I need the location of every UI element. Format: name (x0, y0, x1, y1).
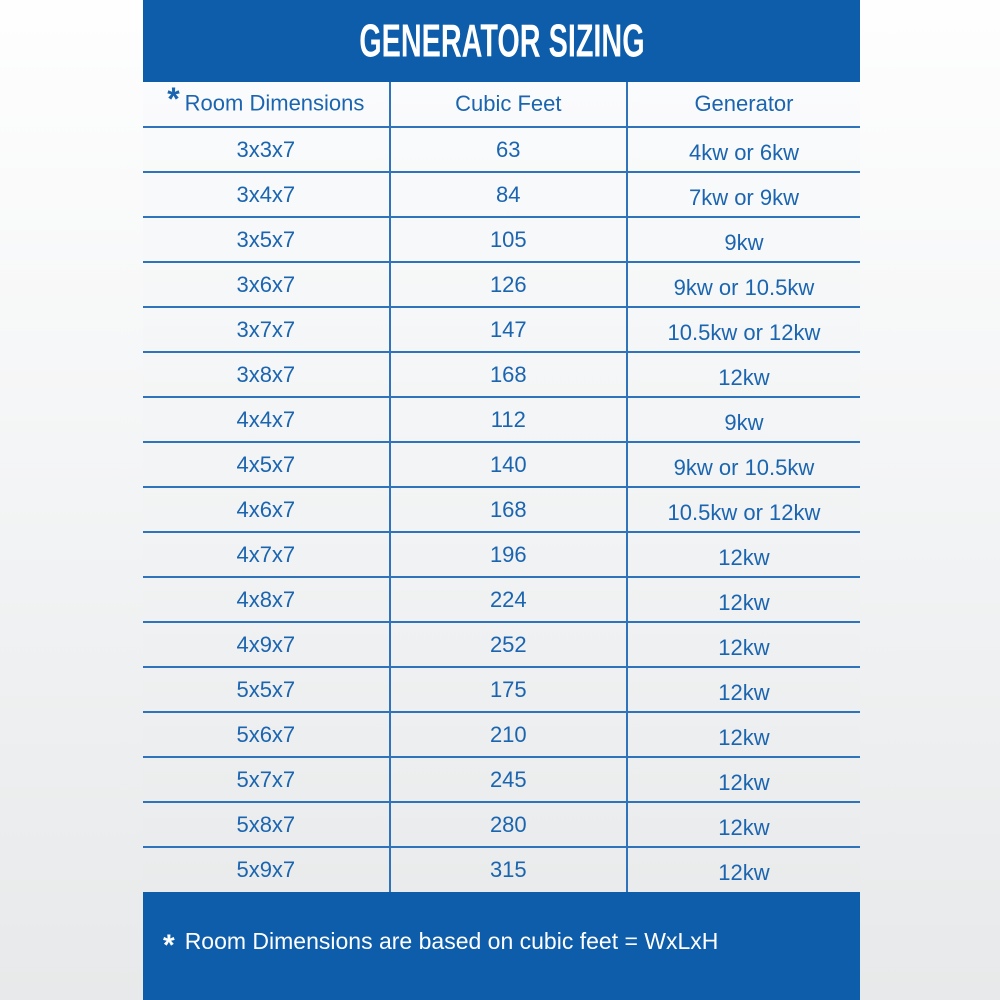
cell-generator: 9kw or 10.5kw (627, 442, 860, 487)
asterisk-icon: * (163, 929, 175, 962)
cell-room: 5x7x7 (143, 757, 390, 802)
cell-room: 3x4x7 (143, 172, 390, 217)
cell-cubic-feet: 252 (390, 622, 627, 667)
table-row (143, 352, 860, 397)
cell-room: 5x8x7 (143, 802, 390, 847)
sizing-table (143, 82, 860, 892)
cell-room: 4x5x7 (143, 442, 390, 487)
cell-generator: 9kw (627, 217, 860, 262)
table-row (143, 172, 860, 217)
cell-room: 5x9x7 (143, 847, 390, 892)
table-row (143, 307, 860, 352)
table-row (143, 577, 860, 622)
cell-cubic-feet: 147 (390, 307, 627, 352)
table-header-row (143, 82, 860, 127)
table-row (143, 262, 860, 307)
cell-cubic-feet: 112 (390, 397, 627, 442)
cell-room: 3x7x7 (143, 307, 390, 352)
table-row (143, 217, 860, 262)
sizing-table-area (143, 82, 860, 892)
table-row (143, 442, 860, 487)
cell-generator: 9kw or 10.5kw (627, 262, 860, 307)
cell-room: 4x9x7 (143, 622, 390, 667)
cell-generator: 12kw (627, 802, 860, 847)
table-row (143, 802, 860, 847)
generator-sizing-panel (143, 0, 860, 1000)
cell-room: 3x3x7 (143, 127, 390, 172)
table-row (143, 487, 860, 532)
cell-cubic-feet: 168 (390, 487, 627, 532)
cell-generator: 12kw (627, 667, 860, 712)
cell-generator: 12kw (627, 352, 860, 397)
cell-room: 5x6x7 (143, 712, 390, 757)
cell-cubic-feet: 315 (390, 847, 627, 892)
table-row (143, 127, 860, 172)
table-row (143, 667, 860, 712)
cell-room: 3x5x7 (143, 217, 390, 262)
table-row (143, 532, 860, 577)
cell-generator: 10.5kw or 12kw (627, 307, 860, 352)
table-row (143, 397, 860, 442)
cell-cubic-feet: 84 (390, 172, 627, 217)
cell-cubic-feet: 245 (390, 757, 627, 802)
cell-room: 5x5x7 (143, 667, 390, 712)
cell-generator: 12kw (627, 622, 860, 667)
column-header-label: Room Dimensions (184, 89, 365, 115)
column-header-room-dimensions (143, 82, 390, 127)
cell-generator: 12kw (627, 532, 860, 577)
cell-room: 3x6x7 (143, 262, 390, 307)
cell-cubic-feet: 126 (390, 262, 627, 307)
cell-generator: 12kw (627, 712, 860, 757)
page-title: GENERATOR SIZING (358, 13, 645, 68)
cell-cubic-feet: 175 (390, 667, 627, 712)
cell-generator: 10.5kw or 12kw (627, 487, 860, 532)
footnote-text: Room Dimensions are based on cubic feet = WxLxH (184, 927, 719, 954)
cell-generator: 9kw (627, 397, 860, 442)
cell-generator: 4kw or 6kw (627, 127, 860, 172)
cell-generator: 12kw (627, 847, 860, 892)
cell-cubic-feet: 224 (390, 577, 627, 622)
cell-room: 4x7x7 (143, 532, 390, 577)
table-row (143, 622, 860, 667)
cell-cubic-feet: 105 (390, 217, 627, 262)
footnote-bar (143, 892, 860, 1000)
table-row (143, 757, 860, 802)
table-body (143, 127, 860, 892)
cell-cubic-feet: 280 (390, 802, 627, 847)
cell-cubic-feet: 140 (390, 442, 627, 487)
cell-room: 3x8x7 (143, 352, 390, 397)
cell-cubic-feet: 168 (390, 352, 627, 397)
title-bar (143, 0, 860, 82)
cell-room: 4x8x7 (143, 577, 390, 622)
table-row (143, 847, 860, 892)
table-row (143, 712, 860, 757)
cell-cubic-feet: 210 (390, 712, 627, 757)
column-header-generator: Generator (627, 82, 860, 127)
cell-room: 4x6x7 (143, 487, 390, 532)
cell-cubic-feet: 63 (390, 127, 627, 172)
cell-generator: 7kw or 9kw (627, 172, 860, 217)
column-header-cubic-feet: Cubic Feet (390, 82, 627, 127)
cell-room: 4x4x7 (143, 397, 390, 442)
cell-generator: 12kw (627, 757, 860, 802)
asterisk-icon: * (167, 80, 180, 117)
cell-cubic-feet: 196 (390, 532, 627, 577)
cell-generator: 12kw (627, 577, 860, 622)
